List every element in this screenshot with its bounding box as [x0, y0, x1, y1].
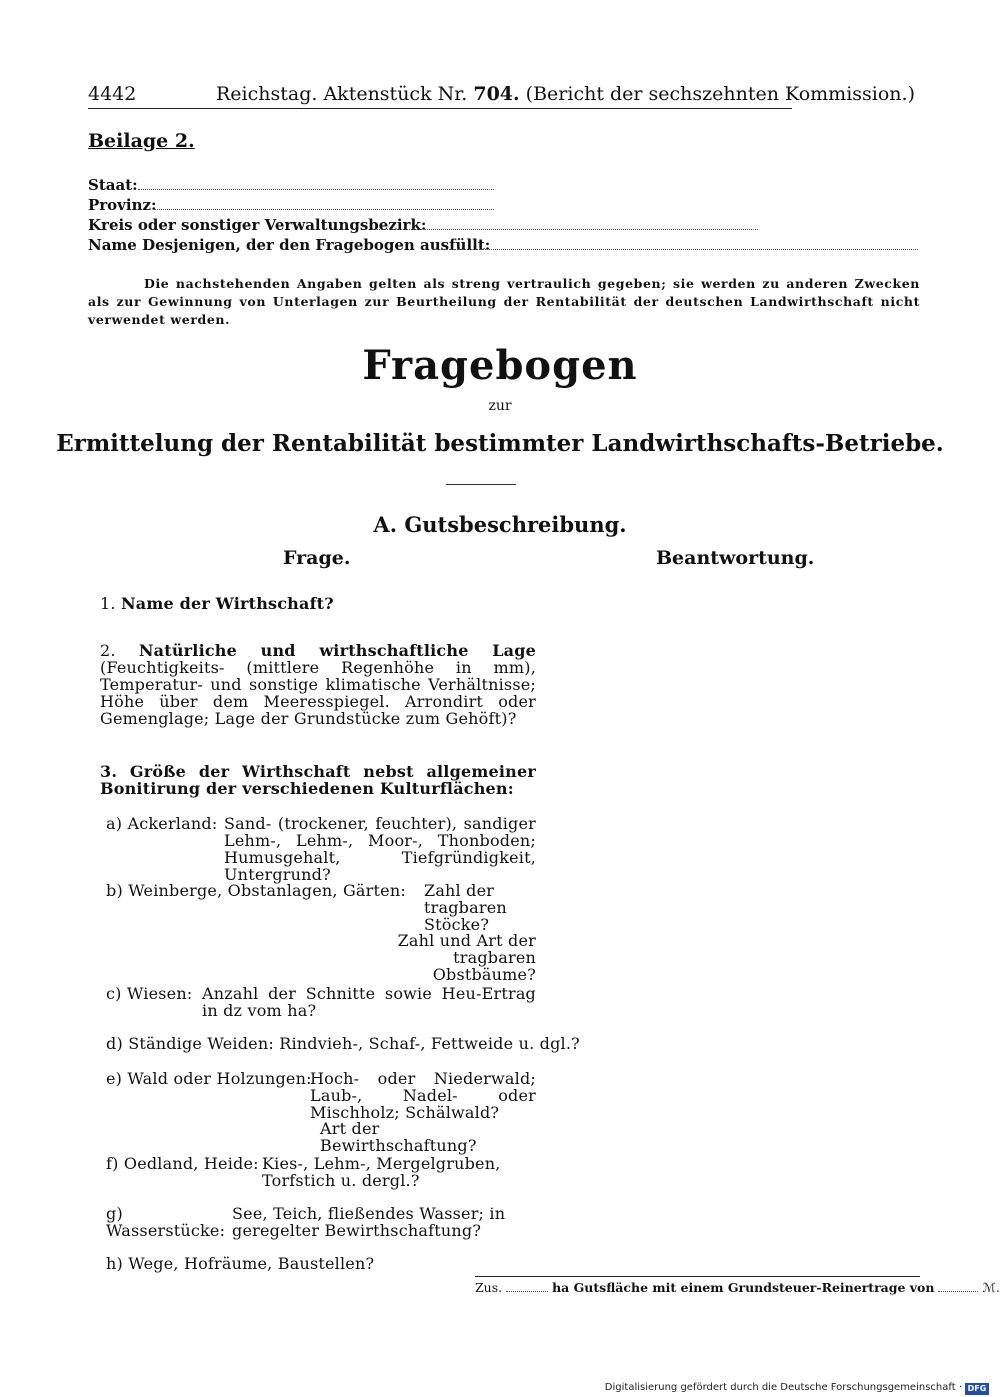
document-subtitle: Ermittelung der Rentabilität bestimmter Landwirthschafts-Betriebe.	[56, 430, 944, 457]
footer-credit: Digitalisierung gefördert durch die Deutsche Forschungsgemeinschaft ·	[604, 1382, 962, 1393]
subitem-f-text: Kies-, Lehm-, Mergelgruben, Torfstich u. dergl.?	[262, 1154, 501, 1190]
column-answer-heading: Beantwortung.	[656, 547, 815, 569]
subitem-a-text: Sand- (trockener, feuchter), sandiger Lehm-, Lehm-, Moor-, Thonboden; Humusgehalt, Tiefgründigkeit, Untergrund?	[224, 814, 536, 884]
subitem-label: Weinberge, Obstanlagen, Gärten:	[128, 881, 406, 900]
subitem-label: Oedland, Heide:	[123, 1154, 259, 1173]
summary-text: ha Gutsfläche mit einem Grundsteuer-Reinertrage von	[552, 1280, 935, 1295]
footer-credit-text: Digitalisierung gefördert durch die Deutsche Forschungsgemeinschaft	[604, 1382, 956, 1393]
summary-rule	[475, 1276, 920, 1277]
subitem-c-text: Anzahl der Schnitte sowie Heu-Ertrag in dz vom ha?	[202, 984, 536, 1020]
column-question-heading: Frage.	[283, 547, 351, 569]
subitem-label: Wasserstücke:	[106, 1221, 226, 1240]
subitem-e-text: Hoch- oder Niederwald; Laub-, Nadel- oder Mischholz; Schälwald?	[310, 1069, 536, 1122]
question-text: Name der Wirthschaft?	[120, 594, 334, 613]
document-title: Fragebogen	[362, 342, 638, 389]
subitem-c	[106, 985, 206, 1002]
subitem-b	[106, 882, 426, 899]
subitem-e	[106, 1070, 316, 1087]
subitem-g-text: See, Teich, fließendes Wasser; in geregelter Bewirthschaftung?	[232, 1204, 506, 1240]
subitem-key: e)	[106, 1069, 123, 1088]
subitem-label: Wiesen:	[126, 984, 193, 1003]
header-rule	[88, 108, 792, 109]
field-kreis-line	[372, 229, 758, 230]
question-text: Größe der Wirthschaft nebst allgemeiner Bonitirung der verschiedenen Kulturflächen:	[100, 762, 536, 798]
question-number: 3.	[100, 762, 118, 781]
field-name-line	[432, 249, 918, 250]
subitem-label: Wald oder Holzungen:	[127, 1069, 312, 1088]
subitem-label: Ständige Weiden:	[128, 1034, 274, 1053]
field-provinz-line	[153, 209, 494, 210]
summary-dots-1	[506, 1291, 548, 1292]
supplement-label: Beilage 2.	[88, 130, 195, 152]
report-subtitle: (Bericht der sechszehnten Kommission.)	[525, 83, 915, 105]
subitem-key: h)	[106, 1254, 123, 1273]
summary-line	[475, 1280, 1000, 1295]
subitem-d	[106, 1034, 580, 1053]
subitem-f	[106, 1155, 266, 1172]
confidentiality-notice: Die nachstehenden Angaben gelten als streng vertraulich gegeben; sie werden zu anderen Zwecken als zur Gewinnung von Unterlagen zur Beurtheilung der Rentabilität der deutschen Landwirthschaft nicht verwendet werden.	[88, 276, 920, 327]
summary-prefix: Zus.	[475, 1280, 503, 1295]
subitem-key: a)	[106, 814, 123, 833]
running-title-text: Reichstag. Aktenstück Nr.	[216, 83, 468, 105]
question-text: (Feuchtigkeits- (mittlere Regenhöhe in mm), Temperatur- und sonstige klimatische Verhältnisse; Höhe über dem Meeresspiegel. Arrondirt oder Gemenglage; Lage der Grundstücke zum Gehöft)?	[100, 658, 536, 728]
document-number: 704.	[473, 83, 520, 105]
subitem-b-text: Zahl der tragbaren Stöcke?	[424, 881, 507, 934]
question-number: 1.	[100, 594, 116, 613]
subitem-key: f)	[106, 1154, 119, 1173]
question-1	[100, 595, 536, 612]
dfg-logo: DFG	[965, 1383, 989, 1395]
section-heading: A. Gutsbeschreibung.	[373, 512, 627, 537]
question-heading: Natürliche und wirthschaftliche Lage	[138, 641, 537, 660]
subitem-key: b)	[106, 881, 123, 900]
summary-unit: ℳ.	[982, 1280, 1000, 1295]
field-provinz-label: Provinz:	[88, 196, 157, 214]
subitem-b-extra: Zahl und Art der tragbaren Obstbäume?	[397, 931, 536, 984]
subitem-g	[106, 1205, 236, 1239]
question-3	[100, 763, 536, 797]
title-connector: zur	[488, 398, 512, 414]
running-title	[216, 83, 915, 105]
page-number: 4442	[88, 83, 137, 105]
subitem-key: c)	[106, 984, 122, 1003]
summary-dots-2	[938, 1291, 978, 1292]
title-divider	[446, 484, 516, 485]
subitem-h	[106, 1255, 536, 1272]
subitem-label: Ackerland:	[127, 814, 218, 833]
question-number: 2.	[100, 641, 116, 660]
subitem-e-extra: Art der Bewirthschaftung?	[320, 1119, 477, 1155]
subitem-label: Wege, Hofräume, Baustellen?	[128, 1254, 375, 1273]
subitem-text: Rindvieh-, Schaf-, Fettweide u. dgl.?	[279, 1034, 580, 1053]
field-staat-label: Staat:	[88, 176, 138, 194]
field-name-label: Name Desjenigen, der den Fragebogen ausfüllt:	[88, 236, 491, 254]
field-staat-line	[138, 189, 494, 190]
subitem-key: d)	[106, 1034, 123, 1053]
subitem-key: g)	[106, 1204, 123, 1223]
field-kreis-label: Kreis oder sonstiger Verwaltungsbezirk:	[88, 216, 427, 234]
question-2	[100, 642, 536, 727]
